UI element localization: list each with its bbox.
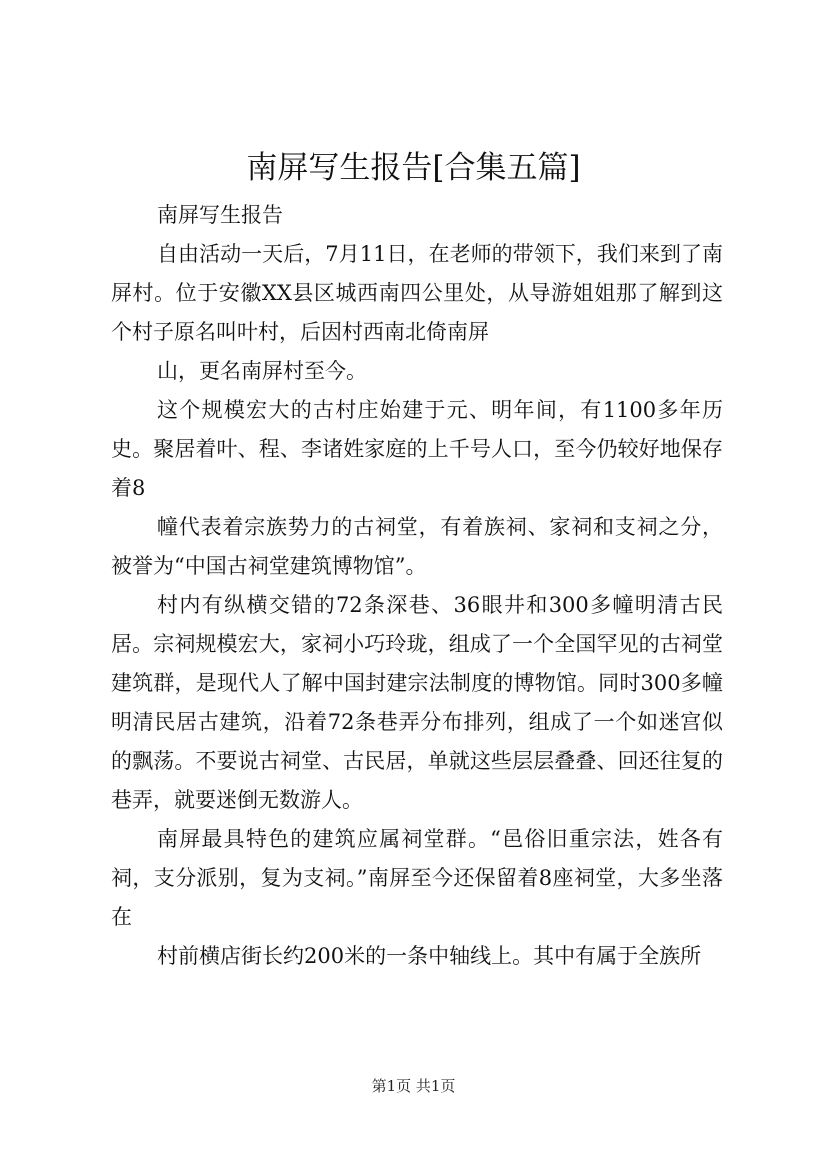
paragraph: 南屏最具特色的建筑应属祠堂群。“邑俗旧重宗法，姓各有祠，支分派别，复为支祠。”南屏至今还保留着8座祠堂，大多坐落在 — [111, 827, 723, 929]
paragraph: 山，更名南屏村至今。 — [157, 359, 367, 383]
paragraph: 自由活动一天后，7月11日，在老师的带领下，我们来到了南屏村。位于安徽XX县区城西南四公里处，从导游姐姐那了解到这个村子原名叫叶村，后因村西南北倚南屏 — [111, 242, 723, 344]
paragraph: 村内有纵横交错的72条深巷、36眼井和300多幢明清古民居。宗祠规模宏大，家祠小巧玲珑，组成了一个全国罕见的古祠堂建筑群，是现代人了解中国封建宗法制度的博物馆。同时300多幢明清民居古建筑，沿着72条巷弄分布排列，组成了一个如迷宫似的飘荡。不要说古祠堂、古民居，单就这些层层叠叠、回还往复的巷弄，就要迷倒无数游人。 — [111, 593, 723, 812]
paragraph: 村前横店街长约200米的一条中轴线上。其中有属于全族所 — [157, 944, 702, 968]
paragraph: 幢代表着宗族势力的古祠堂，有着族祠、家祠和支祠之分，被誉为“中国古祠堂建筑博物馆”。 — [111, 515, 723, 578]
page-footer: 第1页 共1页 — [371, 1077, 456, 1095]
paragraph: 南屏写生报告 — [157, 203, 283, 227]
document-title: 南屏写生报告[合集五篇] — [246, 150, 581, 186]
document-body — [111, 196, 723, 976]
paragraph: 这个规模宏大的古村庄始建于元、明年间，有1100多年历史。聚居着叶、程、李诸姓家庭的上千号人口，至今仍较好地保存着8 — [111, 398, 723, 500]
